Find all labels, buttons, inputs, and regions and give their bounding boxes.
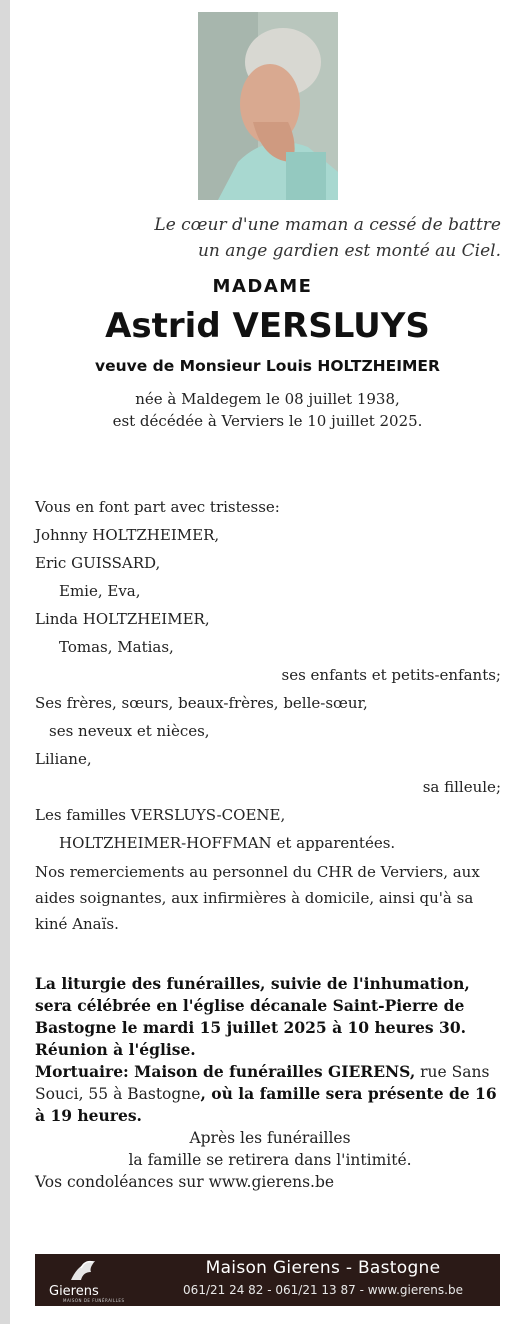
widow-of: veuve de Monsieur Louis HOLTZHEIMER: [95, 357, 440, 375]
mortuary-hours: , où la famille sera présente de 16 à 19 heures.: [35, 1084, 497, 1125]
birth-line: née à Maldegem le 08 juillet 1938,: [135, 390, 400, 408]
announcement-intro: Vous en font part avec tristesse:: [35, 498, 280, 516]
family-line: Eric GUISSARD,: [35, 554, 161, 572]
family-line: Tomas, Matias,: [59, 638, 174, 656]
quote-line-1: Le cœur d'une maman a cessé de battre: [154, 215, 501, 235]
family-line: Les familles VERSLUYS-COENE,: [35, 806, 286, 824]
mortuary-text: [35, 1061, 505, 1127]
left-margin-bar: [0, 0, 10, 1324]
quote: [154, 212, 501, 264]
family-line: Liliane,: [35, 750, 92, 768]
liturgy-text: La liturgie des funérailles, suivie de l'inhumation, sera célébrée en l'église décanale Saint-Pierre de Bastogne le mardi 15 juillet 2025 à 10 heures 30.: [35, 974, 470, 1037]
family-line: sa filleule;: [422, 778, 501, 796]
after-funeral-1: Après les funérailles: [189, 1129, 351, 1147]
obituary-page: [10, 0, 525, 1324]
family-line: ses neveux et nièces,: [49, 722, 210, 740]
meeting-text: Réunion à l'église.: [35, 1040, 196, 1059]
portrait-image: [198, 12, 338, 200]
mortuary-bold: Mortuaire: Maison de funérailles GIERENS,: [35, 1062, 416, 1081]
salutation: [10, 276, 525, 297]
banner-contact: 061/21 24 82 - 061/21 13 87 - www.gierens.be: [183, 1283, 463, 1297]
announcement-block: [35, 493, 501, 937]
dates-block: [10, 388, 525, 432]
family-line: Johnny HOLTZHEIMER,: [35, 526, 220, 544]
quote-line-2: un ange gardien est monté au Ciel.: [197, 241, 501, 261]
thanks-paragraph: Nos remerciements au personnel du CHR de Verviers, aux aides soignantes, aux infirmières à domicile, ainsi qu'à sa kiné Anaïs.: [35, 863, 480, 933]
funeral-block: [35, 973, 505, 1193]
logo-text: Gierens: [49, 1284, 99, 1299]
family-line: ses enfants et petits-enfants;: [281, 666, 501, 684]
deceased-name: Astrid VERSLUYS: [105, 306, 430, 346]
family-line: Linda HOLTZHEIMER,: [35, 610, 210, 628]
portrait-photo: [198, 12, 338, 200]
family-line: Ses frères, sœurs, beaux-frères, belle-sœur,: [35, 694, 368, 712]
funeral-home-banner: [35, 1254, 500, 1306]
mortuary-address: rue Sans Souci, 55 à Bastogne: [35, 1063, 490, 1103]
dove-icon: [65, 1258, 105, 1284]
condolences-text: Vos condoléances sur www.gierens.be: [35, 1173, 335, 1191]
salutation-text: MADAME: [212, 276, 313, 297]
banner-title: Maison Gierens - Bastogne: [205, 1258, 441, 1278]
family-line: Emie, Eva,: [59, 582, 141, 600]
family-line: HOLTZHEIMER-HOFFMAN et apparentées.: [59, 834, 396, 852]
logo-subtitle: MAISON DE FUNÉRAILLES: [63, 1298, 125, 1303]
death-line: est décédée à Verviers le 10 juillet 2025.: [112, 412, 423, 430]
gierens-logo: [43, 1258, 133, 1302]
after-funeral-2: la famille se retirera dans l'intimité.: [128, 1151, 412, 1169]
